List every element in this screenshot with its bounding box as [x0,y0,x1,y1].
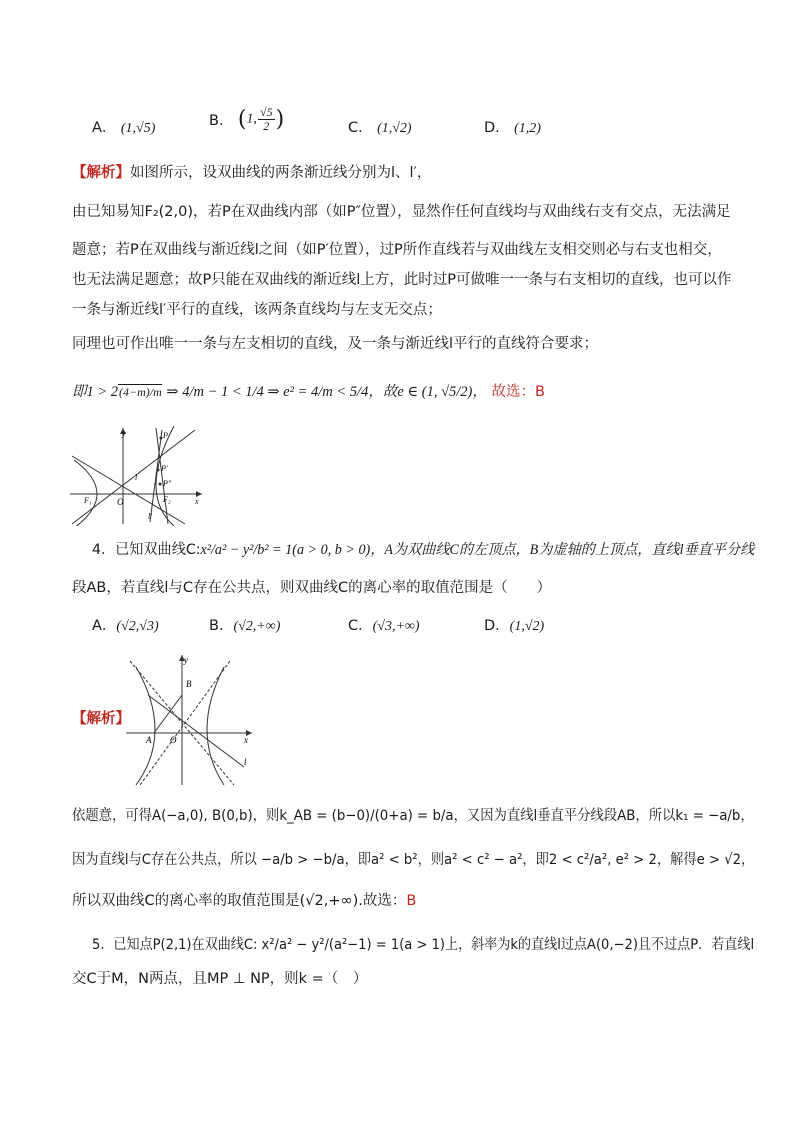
option-value: (1,2) [514,121,541,136]
q5-stem-line1: 5．已知点P(2,1)在双曲线C: x²/a² − y²/(a²−1) = 1(a > 1)上，斜率为k的直线l过点A(0,−2)且不过点P．若直线l [92,937,755,953]
q3-option-b: B． (1, $\frac{√5}{2}$ ) [209,105,285,133]
label-y: y [122,429,126,438]
q3-analysis-line4: 也无法满足题意；故P只能在双曲线的渐近线l上方，此时过P可做唯一一条与右支相切的直线，也可以作 [72,272,732,288]
asymptote-l [72,430,195,524]
label-y: y [184,655,188,665]
label-l: l [135,473,138,482]
option-letter: C． [348,120,373,136]
option-letter: D． [484,120,510,136]
question-number: 5． [92,937,114,953]
q4-stem-line2: 段AB，若直线l与C存在公共点，则双曲线C的离心率的取值范围是（ ） [72,580,552,596]
label-l: l [244,757,247,767]
option-value-den: 2 [263,119,270,133]
right-branch [156,426,174,526]
q4-option-c: C．(√3,+∞) [348,618,420,634]
label-l-prime: l′ [148,512,152,521]
point-p-double-prime [159,483,162,486]
line-l [148,695,244,767]
label-p-double-prime: P″ [163,479,172,488]
label-a: A [146,735,152,745]
label-o: O [170,735,177,745]
option-value: (1,√5) [120,121,156,136]
q4-analysis-tag: 【解析】 [72,711,130,727]
q3-analysis-line7: 即1 > 2(4−m)/m ⇒ 4/m − 1 < 1/4 ⇒ e² = 4/m < 5/4，故e ∈ (1, √5/2)， 故选：B [72,384,545,400]
q3-option-a [92,116,155,137]
option-letter: A． [92,120,117,136]
point-p-prime [157,469,160,472]
q3-analysis-line1: 【解析】如图所示，设双曲线的两条渐近线分别为l、l′， [72,165,432,181]
left-branch [74,460,97,526]
q3-analysis-line6: 同理也可作出唯一一条与左支相切的直线，及一条与渐近线l平行的直线符合要求； [72,336,599,352]
label-x: x [195,497,199,506]
q3-analysis-line3: 题意；若P在双曲线与渐近线l之间（如P′位置），过P所作直线若与双曲线左支相交则必与右支也相交， [72,242,722,258]
q3-option-d [484,116,541,137]
q5-stem-line2: 交C于M，N两点，且MP ⊥ NP，则k =（ ） [72,971,368,987]
analysis-tag: 【解析】 [72,165,130,181]
label-f2: F₂ [163,495,171,504]
label-x: x [244,735,248,745]
left-branch [136,667,155,785]
q3-analysis-line2: 由已知易知F₂(2,0)，若P在双曲线内部（如P″位置），显然作任何直线均与双曲线右支有交点，无法满足 [72,204,731,220]
option-value: (1,√2) [377,121,412,136]
label-f1: F₁ [84,496,92,505]
q4-stem-line1: 4．已知双曲线C:x²/a² − y²/b² = 1(a > 0, b > 0)，A为双曲线C的左顶点，B为虚轴的上顶点，直线l垂直平分线 [92,542,755,558]
q4-option-b: B．(√2,+∞) [209,618,281,634]
q3-hyperbola-figure [70,424,205,526]
answer-choice: 故选：B [491,384,545,400]
label-o: O [117,497,124,507]
q4-solution-line2: 因为直线l与C存在公共点，所以 −a/b > −b/a，即a² < b²，则a² < c² − a²，即2 < c²/a², e² > 2，解得e > √2， [72,852,755,868]
sqrt-expression: (4−m)/m [119,385,162,399]
q3-option-c [348,116,412,137]
q4-hyperbola-figure [126,651,256,787]
option-letter: B． [209,113,234,129]
option-value-num: √5 [260,105,273,119]
q4-solution-line3: 所以双曲线C的离心率的取值范围是(√2,+∞).故选：B [72,893,417,909]
question-number: 4． [92,542,116,558]
label-b: B [186,679,192,689]
label-p: P [163,431,168,440]
segment-ab [154,695,182,733]
option-value-prefix: 1, [246,111,257,127]
q4-option-a: A．(√2,√3) [92,618,159,634]
answer-choice: B [406,893,417,909]
q4-solution-line1: 依题意，可得A(−a,0), B(0,b)，则k_AB = (b−0)/(0+a) = b/a，又因为直线l垂直平分线段AB，所以k₁ = −a/b， [72,808,754,824]
q3-analysis-line5: 一条与渐近线l′平行的直线，该两条直线均与左支无交点； [72,302,442,318]
right-branch [207,667,224,785]
q4-option-d: D．(1,√2) [484,618,545,634]
label-p-prime: P′ [161,464,168,473]
